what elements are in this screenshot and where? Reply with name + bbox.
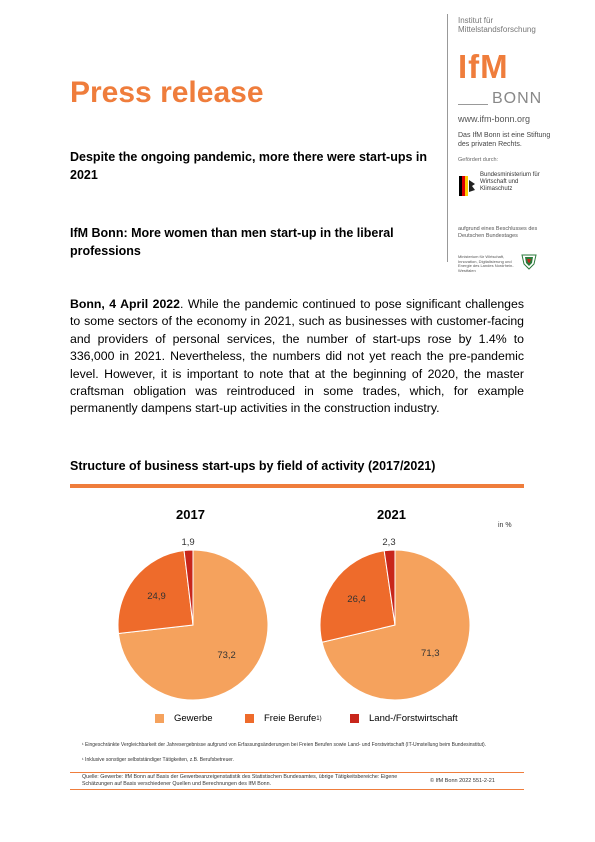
pie-label-2017: 1,9 bbox=[181, 537, 195, 549]
legend-label: Gewerbe bbox=[174, 713, 213, 724]
dateline: Bonn, 4 April 2022 bbox=[70, 297, 180, 311]
unit-label: in % bbox=[498, 522, 512, 529]
foundation-note: Das IfM Bonn ist eine Stiftung des privaten Rechts. bbox=[458, 132, 551, 148]
legend-label: Land-/Forstwirtschaft bbox=[369, 713, 458, 724]
headline-secondary: IfM Bonn: More women than men start-up in the liberal professions bbox=[70, 226, 394, 258]
pie-label-2021: 71,3 bbox=[421, 647, 440, 659]
pie-label-2021: 26,4 bbox=[347, 593, 366, 605]
pie-label-2017: 24,9 bbox=[147, 591, 166, 603]
chart-title: Structure of business start-ups by field of activity (2017/2021) bbox=[70, 459, 436, 473]
federal-eagle-icon bbox=[459, 176, 475, 196]
legend-label: Freie Berufe bbox=[264, 713, 317, 724]
legend-item-gewerbe bbox=[155, 713, 213, 724]
legend-swatch bbox=[245, 714, 254, 723]
bonn-logo-text: BONN bbox=[492, 90, 543, 107]
pie-charts bbox=[70, 520, 524, 710]
legend-item-land-forst bbox=[350, 713, 458, 724]
footnote-2: ¹ Inklusive sonstiger selbstständiger Tätigkeiten, z.B. Berufsbetreuer. bbox=[82, 757, 234, 763]
legend-footnote-marker: 1) bbox=[316, 715, 322, 722]
funded-by-label: Gefördert durch: bbox=[458, 157, 499, 163]
body-paragraph bbox=[70, 296, 524, 418]
institute-name: Institut für Mittelstandsforschung bbox=[458, 16, 536, 34]
legend-swatch bbox=[350, 714, 359, 723]
chart-title-rule bbox=[70, 484, 524, 488]
copyright-note: © IfM Bonn 2022 551-2-21 bbox=[430, 778, 495, 784]
pie-year-2021: 2021 bbox=[377, 507, 406, 522]
sidebar-divider bbox=[447, 14, 448, 262]
website-link[interactable]: www.ifm-bonn.org bbox=[458, 114, 531, 124]
nrw-logo-icon bbox=[520, 254, 538, 270]
page-title: Press release bbox=[70, 76, 264, 109]
nrw-ministry-name: Ministerium für Wirtschaft, Innovation, Digitalisierung und Energie des Landes Nordrhein-Westfalen bbox=[458, 254, 514, 273]
pie-label-2017: 73,2 bbox=[217, 649, 236, 661]
footnote-1: ¹ Eingeschränkte Vergleichbarkeit der Jahresergebnisse aufgrund von Erfassungsänderungen bei Freien Berufen sowie Land- und Forstwirtschaft (IT-Umstellung beim Bundesinstitut). bbox=[82, 742, 487, 748]
source-note: Quelle: Gewerbe: IfM Bonn auf Basis der Gewerbeanzeigenstatistik des Statistischen Bundesamtes, übrige Tätigkeitsbereiche: Eigene Schätzungen auf Basis verschiedener Quellen und Berechnungen des IfM Bonn. bbox=[82, 774, 398, 787]
logo-divider bbox=[458, 104, 488, 105]
legend-swatch bbox=[155, 714, 164, 723]
ifm-logo: IfM bbox=[458, 48, 509, 85]
headline-primary: Despite the ongoing pandemic, more there were start-ups in 2021 bbox=[70, 150, 428, 182]
bundestag-note: aufgrund eines Beschlusses des Deutschen Bundestages bbox=[458, 226, 538, 239]
legend-item-freie-berufe bbox=[245, 713, 322, 724]
ministry-name: Bundesministerium für Wirtschaft und Klimaschutz bbox=[480, 172, 540, 192]
body-text: . While the pandemic continued to pose significant challenges to some sectors of the economy in 2021, such as businesses with customer-facing and providers of personal services, the number of start-ups rose by 1.4% to 336,000 in 2021. Nevertheless, the numbers did not yet reach the pre-pandemic level. However, it is important to note that at the beginning of 2020, the master craftsman obligation was reintroduced in some trades, which, for example permanently dampens start-up activities in the construction industry. bbox=[70, 297, 524, 416]
pie-year-2017: 2017 bbox=[176, 507, 205, 522]
pie-label-2021: 2,3 bbox=[382, 537, 396, 549]
